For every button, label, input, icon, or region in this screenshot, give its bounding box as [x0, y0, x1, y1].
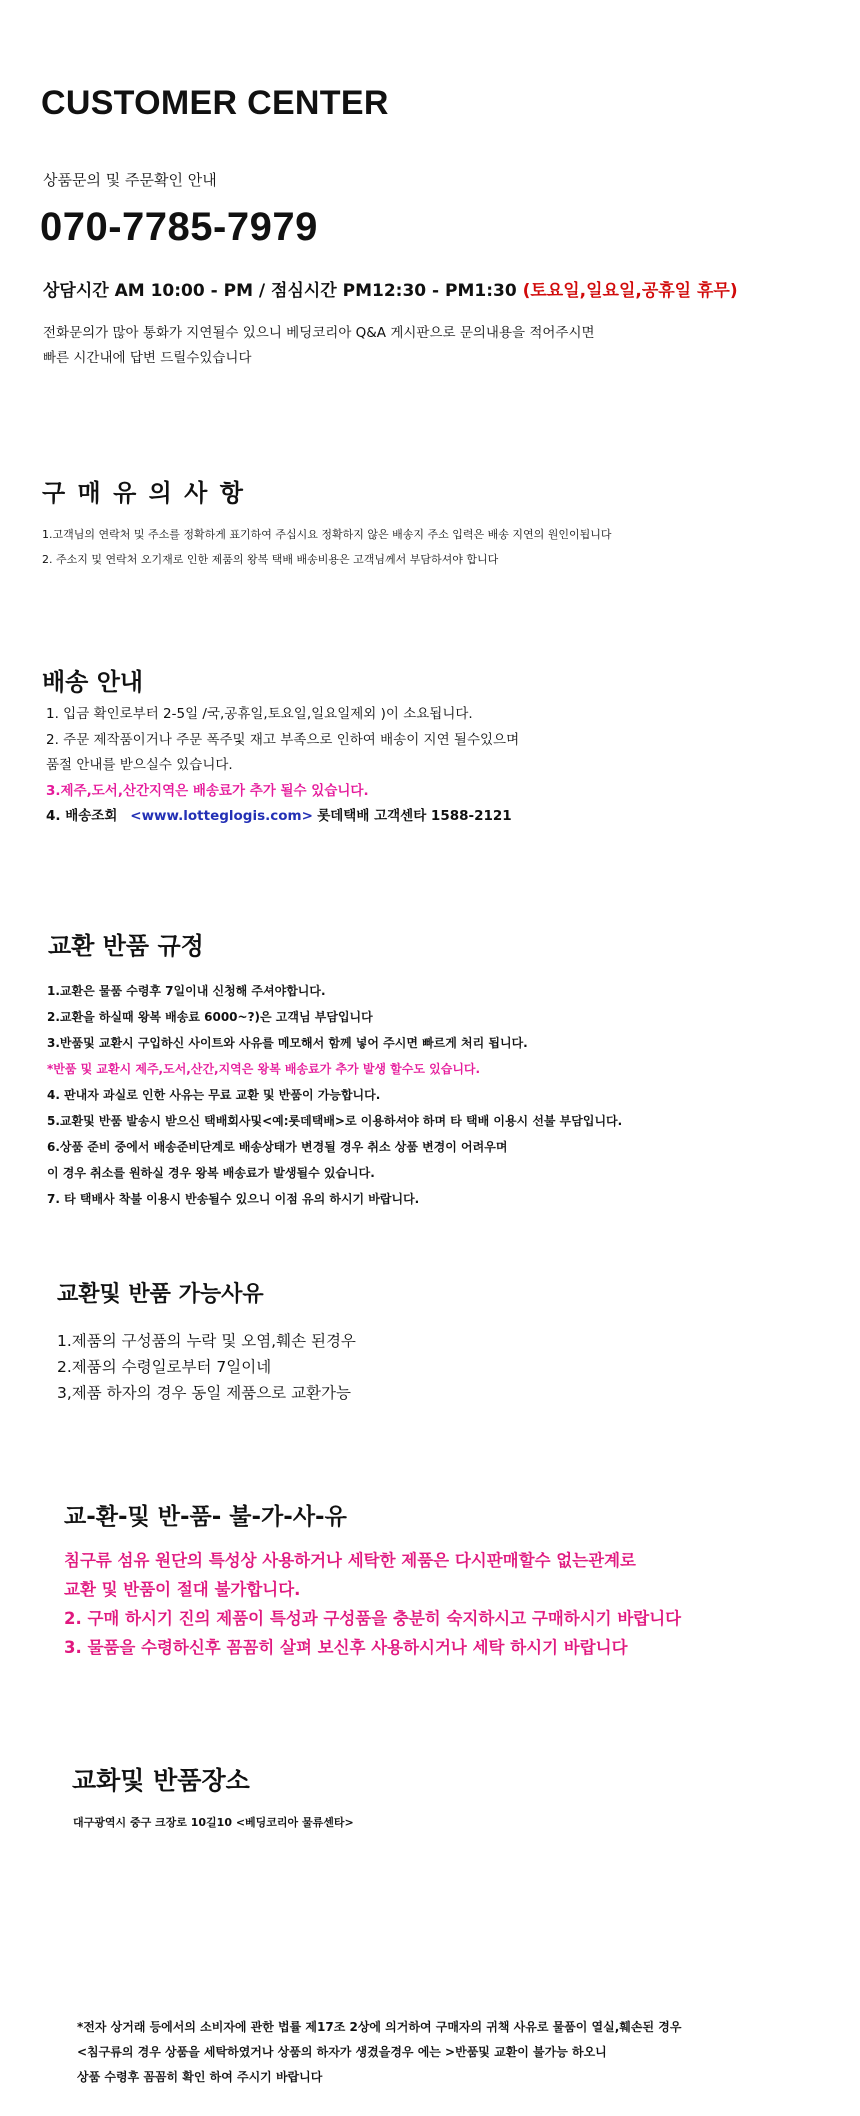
tracking-label: 4. 배송조회	[46, 808, 118, 824]
footer-line: 상품 수령후 꼼꼼히 확인 하여 주시기 바랍니다	[77, 2070, 323, 2084]
phone-notice	[43, 321, 595, 371]
purchase-notes-list	[42, 522, 612, 572]
possible-reasons-title: 교환및 반품 가능사유	[57, 1282, 264, 1307]
customer-center-subtitle: 상품문의 및 주문확인 안내	[43, 171, 217, 189]
impossible-reason-line: 3. 물품을 수령하신후 꼼꼼히 살펴 보신후 사용하시거나 세탁 하시기 바랍니다	[64, 1638, 628, 1657]
impossible-reasons-list	[64, 1546, 681, 1662]
shipping-tracking-line	[46, 804, 519, 830]
exchange-rule-line: 6.상품 준비 중에서 배송준비단계로 배송상태가 변경될 경우 취소 상품 변경이 어려우며	[47, 1140, 508, 1154]
exchange-rule-line: 4. 판내자 과실로 인한 사유는 무료 교환 및 반품이 가능합니다.	[47, 1088, 381, 1102]
exchange-rule-line: 1.교환은 물품 수령후 7일이내 신청해 주셔야합니다.	[47, 984, 326, 998]
shipping-line: 1. 입금 확인로부터 2-5일 /국,공휴일,토요일,일요일제외 )이 소요됩니다.	[46, 706, 473, 722]
shipping-line: 2. 주문 제작품이거나 주문 폭주및 재고 부족으로 인하여 배송이 지연 될수있으며	[46, 731, 520, 748]
exchange-rule-line: 2.교환을 하실때 왕복 배송료 6000~?)은 고객님 부담입니다	[47, 1010, 373, 1024]
footer-line: <침구류의 경우 상품을 세탁하였거나 상품의 하자가 생겼을경우 에는 >반품및 교환이 불가능 하오니	[77, 2045, 607, 2059]
return-address-title: 교화및 반품장소	[72, 1766, 250, 1795]
purchase-note-line: 1.고객님의 연락처 및 주소를 정확하게 표기하여 주십시요 정확하지 않은 배송지 주소 입력은 배송 지연의 원인이됩니다	[42, 528, 612, 541]
footer-line: *전자 상거래 등에서의 소비자에 관한 법률 제17조 2상에 의거하여 구매자의 귀책 사유로 물품이 열실,훼손된 경우	[77, 2020, 682, 2034]
possible-reason-line: 2.제품의 수령일로부터 7일이네	[57, 1358, 272, 1376]
purchase-note-line: 2. 주소지 및 연락처 오기재로 인한 제품의 왕복 택배 배송비용은 고객님께서 부담하셔야 합니다	[42, 553, 499, 566]
exchange-rules-title: 교환 반품 규정	[48, 932, 204, 960]
purchase-notes-title: 구 매 유 의 사 항	[42, 479, 245, 507]
possible-reason-line: 3,제품 하자의 경우 동일 제품으로 교환가능	[57, 1384, 351, 1402]
phone-number: 070-7785-7979	[40, 205, 318, 249]
return-address: 대구광역시 중구 크장로 10길10 <베딩코리아 물류센타>	[73, 1816, 354, 1829]
exchange-rule-line: 이 경우 취소를 원하실 경우 왕복 배송료가 발생될수 있습니다.	[47, 1166, 375, 1180]
exchange-rule-line: 7. 타 택배사 착불 이용시 반송될수 있으니 이점 유의 하시기 바랍니다.	[47, 1192, 420, 1206]
holiday-notice: (토요일,일요일,공휴일 휴무)	[522, 281, 738, 301]
phone-notice-line: 전화문의가 많아 통화가 지연될수 있으니 베딩코리아 Q&A 게시판으로 문의내용을 적어주시면	[43, 325, 595, 341]
impossible-reason-line: 침구류 섬유 원단의 특성상 사용하거나 세탁한 제품은 다시판매할수 없는관계로	[64, 1551, 636, 1570]
tracking-center: 롯데택배 고객센타 1588-2121	[317, 808, 512, 824]
possible-reasons-list	[57, 1328, 356, 1406]
phone-notice-line: 빠른 시간내에 답변 드릴수있습니다	[43, 350, 252, 366]
business-hours	[43, 276, 738, 301]
business-hours-text: 상담시간 AM 10:00 - PM / 점심시간 PM12:30 - PM1:30	[43, 281, 517, 301]
shipping-line-surcharge: 3.제주,도서,산간지역은 배송료가 추가 될수 있습니다.	[46, 782, 369, 799]
exchange-rule-line: 5.교환및 반품 발송시 받으신 택배회사및<예:롯데택배>로 이용하셔야 하며 타 택배 이용시 선불 부담입니다.	[47, 1114, 623, 1128]
shipping-list	[46, 702, 519, 830]
exchange-rule-line: 3.반품및 교환시 구입하신 사이트와 사유를 메모해서 함께 넣어 주시면 빠르게 처리 됩니다.	[47, 1036, 528, 1050]
footer-notice	[77, 2015, 681, 2090]
shipping-line: 품절 안내를 받으실수 있습니다.	[46, 757, 233, 773]
impossible-reasons-title: 교-환-및 반-품- 불-가-사-유	[64, 1504, 347, 1530]
tracking-link[interactable]: <www.lotteglogis.com>	[130, 808, 313, 824]
shipping-title: 배송 안내	[42, 668, 144, 696]
exchange-rule-line-surcharge: *반품 및 교환시 제주,도서,산간,지역은 왕복 배송료가 추가 발생 할수도 있습니다.	[47, 1062, 481, 1076]
impossible-reason-line: 교환 및 반품이 절대 불가합니다.	[64, 1580, 301, 1599]
customer-center-title: CUSTOMER CENTER	[41, 84, 389, 122]
impossible-reason-line: 2. 구매 하시기 진의 제품이 특성과 구성품을 충분히 숙지하시고 구매하시기 바랍니다	[64, 1609, 682, 1628]
possible-reason-line: 1.제품의 구성품의 누락 및 오염,훼손 된경우	[57, 1332, 356, 1350]
exchange-rules-list	[47, 978, 622, 1212]
